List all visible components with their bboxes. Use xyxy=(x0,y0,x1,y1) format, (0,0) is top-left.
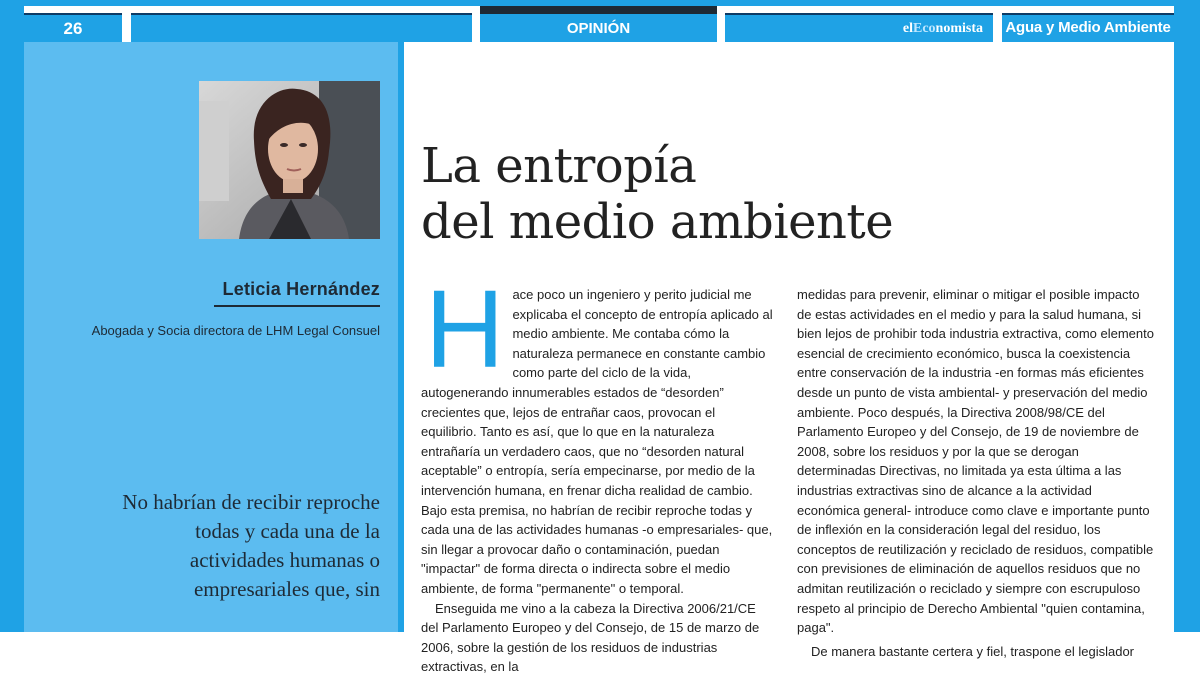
title-line-1: La entropía xyxy=(421,138,697,194)
author-photo xyxy=(199,81,380,239)
header-rule xyxy=(131,13,472,15)
header-segment xyxy=(131,14,472,42)
frame-left xyxy=(0,0,24,632)
sidebar-edge xyxy=(398,42,404,632)
drop-cap: H xyxy=(425,268,505,391)
author-rule xyxy=(214,305,380,307)
page-number: 26 xyxy=(63,19,83,38)
title-line-2: del medio ambiente xyxy=(421,194,894,250)
section-tab: OPINIÓN xyxy=(480,6,717,42)
paragraph: De manera bastante certera y fiel, traspone el legislador xyxy=(811,643,1135,659)
paragraph: medidas para prevenir, eliminar o mitigar el posible impacto de estas actividades en el medio y para la salud humana, si bien lejos de prohibir toda industria extractiva, como elemento esencial de crecimiento económico, busca la coexistencia entre conservación de la industria -en formas más eficientes desde un punto de vista ambiental- y preservación del medio ambiente. Poco después, la Directiva 2008/98/CE del Parlamento Europeo y del Consejo, de 19 de noviembre de 2008, sobre los residuos y por la que se derogan determinadas Directivas, no limitada ya esta última a las industrias extractivas sino de alcance a la actividad económica general- introduce como clave e importante punto de inflexión en la consideración legal del residuo, los conceptos de reutilización y reciclado de residuos, compatible con previsiones de eliminación de aquellos residuos que no admitan reutilización o reciclado y siempre con escrupuloso respeto al principio de Derecho Ambiental "quien contamina, paga". xyxy=(797,287,1154,636)
article-title xyxy=(421,138,1141,250)
supplement-title: Agua y Medio Ambiente xyxy=(1005,19,1171,36)
article-column-1 xyxy=(421,268,773,677)
paragraph: ace poco un ingeniero y perito judicial me explicaba el concepto de entropía aplicado al medio ambiente. Me contaba cómo la naturaleza permanece en constante cambio como parte del ciclo de la vida, autogenerando innumerables estados de “desorden” crecientes que, lejos de entrañar caos, provocan el equilibrio. Tanto es así, que lo que en la naturaleza entrañaría un verdadero caos, que no “desorden natural aceptable” o entropía, sería empecinarse, por medio de la intervención humana, en frenar dicha realidad de cambio. Bajo esta premisa, no habrían de recibir reproche todas y cada una de las actividades humanas -o empresariales- que, sin llegar a provocar daño o contaminación, puedan "impactar" de forma directa o indirecta sobre el medio ambiente, de forma "permanente" o temporal. xyxy=(421,287,773,596)
newspaper-logo: elEconomista xyxy=(902,21,983,36)
author-name: Leticia Hernández xyxy=(222,279,380,299)
pull-quote: No habrían de recibir reproche todas y cada una de la actividades humanas o empresariales que, sin xyxy=(122,490,380,601)
article-column-2 xyxy=(797,285,1155,661)
author-role: Abogada y Socia directora de LHM Legal Consuel xyxy=(91,323,380,338)
frame-right xyxy=(1174,0,1200,632)
paragraph: Enseguida me vino a la cabeza la Directiva 2006/21/CE del Parlamento Europeo y del Consejo, de 15 de marzo de 2006, sobre la gestión de los residuos de industrias extractivas, en la xyxy=(421,600,760,675)
